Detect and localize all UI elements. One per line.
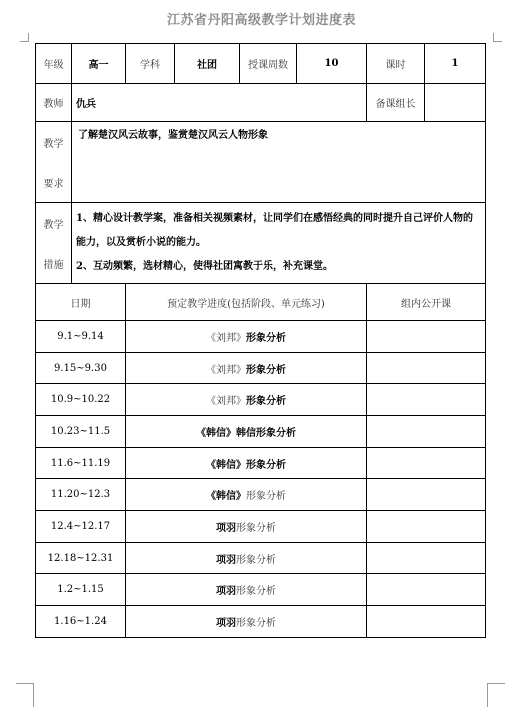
corner-mark-bottom-right-h <box>487 683 505 684</box>
measure-line-2: 2、互动频繁，选材精心，使得社团寓教于乐，补充课堂。 <box>76 261 333 272</box>
table-row <box>36 416 486 448</box>
page-title: 江苏省丹阳高级教学计划进度表 <box>166 13 356 28</box>
corner-mark-bottom-left <box>33 683 34 707</box>
row-progress: 《韩信》形象分析 <box>126 479 367 511</box>
table-row <box>36 479 486 511</box>
table-row <box>36 321 486 353</box>
row-open-class <box>367 321 486 353</box>
requirements-label-bottom: 要求 <box>43 178 64 190</box>
grade-label: 年级 <box>36 44 72 84</box>
measure-line-1: 1、精心设计教学案，准备相关视频素材，让同学们在感悟经典的同时提升自己评价人物的能力，以及赏析小说的能力。 <box>76 213 473 248</box>
corner-mark-bottom-left-h <box>16 683 34 684</box>
row-progress: 《韩信》形象分析 <box>126 448 367 479</box>
row-date: 9.15~9.30 <box>36 353 126 384</box>
row-progress: 项羽形象分析 <box>126 511 367 543</box>
weeks-label: 授课周数 <box>240 44 297 84</box>
row-date: 10.23~11.5 <box>36 416 126 448</box>
row-open-class <box>367 543 486 574</box>
row-date: 11.6~11.19 <box>36 448 126 479</box>
info-row-1 <box>36 44 486 84</box>
row-date: 1.2~1.15 <box>36 574 126 606</box>
teacher-label: 教师 <box>36 84 72 122</box>
measures-label <box>36 203 72 284</box>
row-progress: 项羽形象分析 <box>126 606 367 638</box>
row-open-class <box>367 353 486 384</box>
table-row <box>36 511 486 543</box>
measures-label-top: 教学 <box>43 219 64 231</box>
row-progress: 《韩信》韩信形象分析 <box>126 416 367 448</box>
subject-value: 社团 <box>175 44 240 84</box>
row-date: 1.16~1.24 <box>36 606 126 638</box>
subject-label: 学科 <box>126 44 175 84</box>
grade-value: 高一 <box>72 44 126 84</box>
row-progress: 项羽形象分析 <box>126 574 367 606</box>
requirements-text: 了解楚汉风云故事，鉴赏楚汉风云人物形象 <box>72 122 486 203</box>
measures-label-bottom: 措施 <box>43 259 64 271</box>
row-open-class <box>367 606 486 638</box>
row-date: 12.4~12.17 <box>36 511 126 543</box>
header-open-class: 组内公开课 <box>367 284 486 321</box>
row-date: 11.20~12.3 <box>36 479 126 511</box>
header-date: 日期 <box>36 284 126 321</box>
row-open-class <box>367 448 486 479</box>
schedule-header-row <box>36 284 486 321</box>
periods-value: 1 <box>425 44 486 84</box>
table-row <box>36 574 486 606</box>
corner-mark-top-left-h <box>20 41 29 42</box>
teaching-plan-table <box>35 43 486 638</box>
row-open-class <box>367 574 486 606</box>
corner-mark-top-right <box>493 33 494 41</box>
row-date: 10.9~10.22 <box>36 384 126 416</box>
row-progress: 《刘邦》形象分析 <box>126 353 367 384</box>
table-row <box>36 353 486 384</box>
measures-text <box>72 203 486 284</box>
requirements-label-top: 教学 <box>43 138 64 150</box>
periods-label: 课时 <box>367 44 425 84</box>
group-leader-label: 备课组长 <box>367 84 425 122</box>
table-row <box>36 448 486 479</box>
corner-mark-top-right-h <box>493 41 502 42</box>
corner-mark-top-left <box>28 33 29 41</box>
row-open-class <box>367 511 486 543</box>
requirements-row <box>36 122 486 203</box>
row-open-class <box>367 384 486 416</box>
corner-mark-bottom-right <box>487 683 488 707</box>
weeks-value: 10 <box>297 44 367 84</box>
row-open-class <box>367 416 486 448</box>
row-date: 9.1~9.14 <box>36 321 126 353</box>
row-progress: 项羽形象分析 <box>126 543 367 574</box>
row-progress: 《刘邦》形象分析 <box>126 384 367 416</box>
group-leader-value <box>425 84 486 122</box>
table-row <box>36 606 486 638</box>
requirements-label <box>36 122 72 203</box>
row-progress: 《刘邦》形象分析 <box>126 321 367 353</box>
header-progress: 预定教学进度(包括阶段、单元练习) <box>126 284 367 321</box>
teacher-value: 仇兵 <box>72 84 367 122</box>
table-row <box>36 384 486 416</box>
row-date: 12.18~12.31 <box>36 543 126 574</box>
row-open-class <box>367 479 486 511</box>
info-row-2 <box>36 84 486 122</box>
measures-row <box>36 203 486 284</box>
table-row <box>36 543 486 574</box>
